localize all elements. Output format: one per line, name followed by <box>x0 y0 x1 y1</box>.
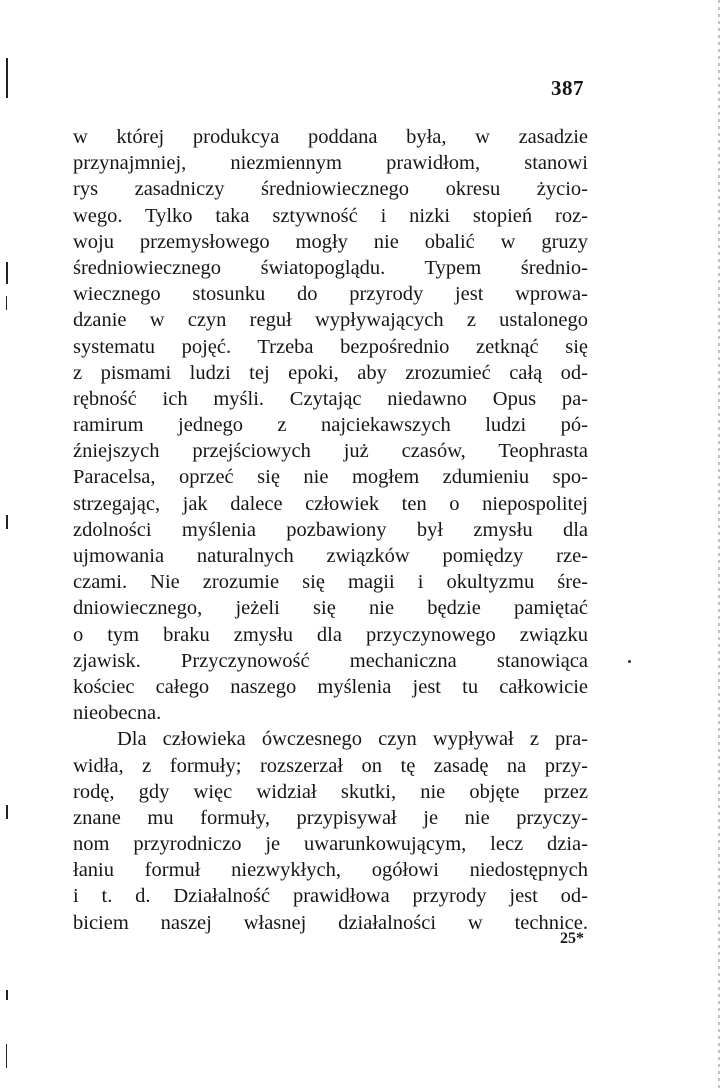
text-line: dzanie w czyn reguł wypływających z ustalonego <box>73 309 588 332</box>
text-line: zdolności myślenia pozbawiony był zmysłu dla <box>73 518 588 541</box>
text-line: widła, z formuły; rozszerzał on tę zasadę na przy- <box>73 754 588 777</box>
scan-mark <box>6 262 8 284</box>
text-line: rębność ich myśli. Czytając niedawno Opus pa- <box>73 387 588 410</box>
text-line: wiecznego stosunku do przyrody jest wprowa- <box>73 283 588 306</box>
text-line: znane mu formuły, przypisywał je nie przyczy- <box>73 806 588 829</box>
scan-mark <box>6 1044 7 1068</box>
text-line: o tym braku zmysłu dla przyczynowego związku <box>73 623 588 646</box>
text-line: woju przemysłowego mogły nie obalić w gruzy <box>73 230 588 253</box>
text-line: Paracelsa, oprzeć się nie mogłem zdumieniu spo- <box>73 466 588 489</box>
scan-speck <box>628 660 631 663</box>
text-line: rodę, gdy więc widział skutki, nie objęte przez <box>73 780 588 803</box>
text-line: strzegając, jak dalece człowiek ten o niepospolitej <box>73 492 588 515</box>
scan-mark <box>6 296 7 310</box>
text-line: średniowiecznego światopoglądu. Typem średnio- <box>73 256 588 279</box>
text-line: ramirum jednego z najciekawszych ludzi pó- <box>73 414 588 437</box>
text-line: rys zasadniczy średniowiecznego okresu życio- <box>73 178 588 201</box>
paragraph-end-line: nieobecna. <box>73 702 162 725</box>
scan-mark <box>6 58 8 98</box>
text-line: i t. d. Działalność prawidłowa przyrody jest od- <box>73 885 588 908</box>
scan-mark <box>6 805 8 819</box>
text-line: zjawisk. Przyczynowość mechaniczna stanowiąca <box>73 649 588 672</box>
text-line: czami. Nie zrozumie się magii i okultyzmu śre- <box>73 571 588 594</box>
paragraph-start-line: Dla człowieka ówczesnego czyn wypływał z pra- <box>117 728 588 751</box>
scan-mark <box>6 990 8 1000</box>
scan-mark <box>6 515 8 529</box>
text-line: biciem naszej własnej działalności w technice. <box>73 911 588 934</box>
text-line: przynajmniej, niezmiennym prawidłom, stanowi <box>73 152 588 175</box>
text-line: nom przyrodniczo je uwarunkowującym, lecz dzia- <box>73 833 588 856</box>
page-number: 387 <box>551 76 584 100</box>
text-line: systematu pojęć. Trzeba bezpośrednio zetknąć się <box>73 335 588 358</box>
text-line: kościec całego naszego myślenia jest tu całkowicie <box>73 675 588 698</box>
text-line: z pismami ludzi tej epoki, aby zrozumieć całą od- <box>73 361 588 384</box>
printer-signature: 25* <box>560 930 584 947</box>
text-line: w której produkcya poddana była, w zasadzie <box>73 126 588 148</box>
text-line: źniejszych przejściowych już czasów, Teophrasta <box>73 440 588 463</box>
text-line: wego. Tylko taka sztywność i nizki stopień roz- <box>73 204 588 227</box>
text-line: ujmowania naturalnych związków pomiędzy rze- <box>73 545 588 567</box>
body-text <box>73 124 588 936</box>
text-line: łaniu formuł niezwykłych, ogółowi niedostępnych <box>73 859 588 882</box>
text-line: dniowiecznego, jeżeli się nie będzie pamiętać <box>73 597 588 620</box>
